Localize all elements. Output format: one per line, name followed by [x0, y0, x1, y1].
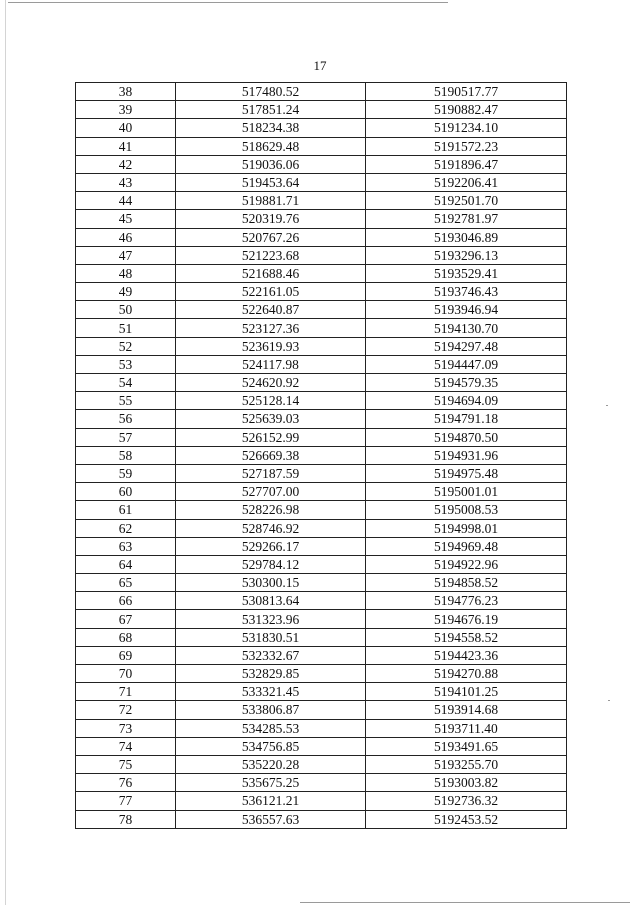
x-coordinate-cell: 535220.28	[176, 755, 366, 773]
point-number-cell: 53	[76, 355, 176, 373]
y-coordinate-cell: 5193003.82	[366, 774, 567, 792]
y-coordinate-cell: 5193914.68	[366, 701, 567, 719]
table-row	[76, 792, 567, 810]
x-coordinate-cell: 534285.53	[176, 719, 366, 737]
coordinates-table-body	[76, 83, 567, 829]
y-coordinate-cell: 5193529.41	[366, 264, 567, 282]
table-row	[76, 719, 567, 737]
x-coordinate-cell: 536121.21	[176, 792, 366, 810]
x-coordinate-cell: 519453.64	[176, 173, 366, 191]
x-coordinate-cell: 532332.67	[176, 646, 366, 664]
point-number-cell: 64	[76, 555, 176, 573]
table-row	[76, 501, 567, 519]
y-coordinate-cell: 5194579.35	[366, 374, 567, 392]
point-number-cell: 66	[76, 592, 176, 610]
point-number-cell: 61	[76, 501, 176, 519]
x-coordinate-cell: 529784.12	[176, 555, 366, 573]
table-row	[76, 574, 567, 592]
x-coordinate-cell: 522640.87	[176, 301, 366, 319]
y-coordinate-cell: 5194975.48	[366, 464, 567, 482]
table-row	[76, 155, 567, 173]
table-row	[76, 210, 567, 228]
point-number-cell: 45	[76, 210, 176, 228]
point-number-cell: 42	[76, 155, 176, 173]
x-coordinate-cell: 529266.17	[176, 537, 366, 555]
x-coordinate-cell: 528746.92	[176, 519, 366, 537]
table-row	[76, 192, 567, 210]
table-row	[76, 101, 567, 119]
table-row	[76, 810, 567, 828]
point-number-cell: 75	[76, 755, 176, 773]
y-coordinate-cell: 5193255.70	[366, 755, 567, 773]
table-row	[76, 683, 567, 701]
point-number-cell: 71	[76, 683, 176, 701]
y-coordinate-cell: 5194931.96	[366, 446, 567, 464]
x-coordinate-cell: 519036.06	[176, 155, 366, 173]
point-number-cell: 56	[76, 410, 176, 428]
y-coordinate-cell: 5192781.97	[366, 210, 567, 228]
table-row	[76, 483, 567, 501]
table-row	[76, 755, 567, 773]
point-number-cell: 73	[76, 719, 176, 737]
x-coordinate-cell: 521223.68	[176, 246, 366, 264]
y-coordinate-cell: 5190517.77	[366, 83, 567, 101]
x-coordinate-cell: 533321.45	[176, 683, 366, 701]
scan-speck	[606, 405, 608, 406]
y-coordinate-cell: 5193296.13	[366, 246, 567, 264]
scan-edge-top	[8, 2, 448, 3]
point-number-cell: 74	[76, 737, 176, 755]
x-coordinate-cell: 527707.00	[176, 483, 366, 501]
table-row	[76, 410, 567, 428]
y-coordinate-cell: 5194558.52	[366, 628, 567, 646]
point-number-cell: 49	[76, 283, 176, 301]
x-coordinate-cell: 530300.15	[176, 574, 366, 592]
x-coordinate-cell: 535675.25	[176, 774, 366, 792]
y-coordinate-cell: 5192453.52	[366, 810, 567, 828]
x-coordinate-cell: 536557.63	[176, 810, 366, 828]
point-number-cell: 59	[76, 464, 176, 482]
x-coordinate-cell: 518629.48	[176, 137, 366, 155]
y-coordinate-cell: 5194101.25	[366, 683, 567, 701]
x-coordinate-cell: 522161.05	[176, 283, 366, 301]
table-row	[76, 555, 567, 573]
table-row	[76, 283, 567, 301]
y-coordinate-cell: 5194776.23	[366, 592, 567, 610]
x-coordinate-cell: 532829.85	[176, 665, 366, 683]
x-coordinate-cell: 526669.38	[176, 446, 366, 464]
x-coordinate-cell: 520319.76	[176, 210, 366, 228]
x-coordinate-cell: 531323.96	[176, 610, 366, 628]
table-row	[76, 428, 567, 446]
table-row	[76, 319, 567, 337]
point-number-cell: 52	[76, 337, 176, 355]
point-number-cell: 55	[76, 392, 176, 410]
x-coordinate-cell: 523127.36	[176, 319, 366, 337]
y-coordinate-cell: 5194694.09	[366, 392, 567, 410]
point-number-cell: 54	[76, 374, 176, 392]
point-number-cell: 38	[76, 83, 176, 101]
y-coordinate-cell: 5193046.89	[366, 228, 567, 246]
x-coordinate-cell: 525639.03	[176, 410, 366, 428]
x-coordinate-cell: 525128.14	[176, 392, 366, 410]
table-row	[76, 246, 567, 264]
point-number-cell: 50	[76, 301, 176, 319]
point-number-cell: 63	[76, 537, 176, 555]
y-coordinate-cell: 5193491.65	[366, 737, 567, 755]
table-row	[76, 392, 567, 410]
x-coordinate-cell: 524620.92	[176, 374, 366, 392]
y-coordinate-cell: 5193711.40	[366, 719, 567, 737]
point-number-cell: 43	[76, 173, 176, 191]
x-coordinate-cell: 518234.38	[176, 119, 366, 137]
point-number-cell: 48	[76, 264, 176, 282]
table-row	[76, 137, 567, 155]
x-coordinate-cell: 520767.26	[176, 228, 366, 246]
table-row	[76, 464, 567, 482]
table-row	[76, 665, 567, 683]
y-coordinate-cell: 5192206.41	[366, 173, 567, 191]
scan-edge-left	[5, 0, 6, 905]
point-number-cell: 51	[76, 319, 176, 337]
point-number-cell: 62	[76, 519, 176, 537]
table-row	[76, 301, 567, 319]
x-coordinate-cell: 517851.24	[176, 101, 366, 119]
y-coordinate-cell: 5194998.01	[366, 519, 567, 537]
table-row	[76, 337, 567, 355]
table-row	[76, 774, 567, 792]
y-coordinate-cell: 5194676.19	[366, 610, 567, 628]
y-coordinate-cell: 5194447.09	[366, 355, 567, 373]
y-coordinate-cell: 5194870.50	[366, 428, 567, 446]
x-coordinate-cell: 521688.46	[176, 264, 366, 282]
point-number-cell: 41	[76, 137, 176, 155]
table-row	[76, 83, 567, 101]
table-row	[76, 701, 567, 719]
table-row	[76, 537, 567, 555]
point-number-cell: 78	[76, 810, 176, 828]
y-coordinate-cell: 5190882.47	[366, 101, 567, 119]
y-coordinate-cell: 5194922.96	[366, 555, 567, 573]
point-number-cell: 57	[76, 428, 176, 446]
table-row	[76, 646, 567, 664]
y-coordinate-cell: 5195001.01	[366, 483, 567, 501]
point-number-cell: 70	[76, 665, 176, 683]
x-coordinate-cell: 524117.98	[176, 355, 366, 373]
y-coordinate-cell: 5191572.23	[366, 137, 567, 155]
point-number-cell: 72	[76, 701, 176, 719]
y-coordinate-cell: 5194130.70	[366, 319, 567, 337]
point-number-cell: 39	[76, 101, 176, 119]
y-coordinate-cell: 5191896.47	[366, 155, 567, 173]
y-coordinate-cell: 5193946.94	[366, 301, 567, 319]
y-coordinate-cell: 5191234.10	[366, 119, 567, 137]
table-row	[76, 446, 567, 464]
table-row	[76, 610, 567, 628]
point-number-cell: 67	[76, 610, 176, 628]
y-coordinate-cell: 5194791.18	[366, 410, 567, 428]
y-coordinate-cell: 5194969.48	[366, 537, 567, 555]
point-number-cell: 46	[76, 228, 176, 246]
x-coordinate-cell: 528226.98	[176, 501, 366, 519]
y-coordinate-cell: 5194858.52	[366, 574, 567, 592]
y-coordinate-cell: 5194270.88	[366, 665, 567, 683]
table-row	[76, 592, 567, 610]
point-number-cell: 40	[76, 119, 176, 137]
page-number: 17	[313, 58, 327, 73]
y-coordinate-cell: 5194423.36	[366, 646, 567, 664]
table-row	[76, 264, 567, 282]
point-number-cell: 60	[76, 483, 176, 501]
table-row	[76, 374, 567, 392]
point-number-cell: 65	[76, 574, 176, 592]
x-coordinate-cell: 517480.52	[176, 83, 366, 101]
table-row	[76, 519, 567, 537]
point-number-cell: 77	[76, 792, 176, 810]
scan-speck	[608, 700, 610, 701]
scan-edge-bottom	[300, 902, 630, 903]
table-row	[76, 173, 567, 191]
point-number-cell: 58	[76, 446, 176, 464]
point-number-cell: 47	[76, 246, 176, 264]
x-coordinate-cell: 526152.99	[176, 428, 366, 446]
table-row	[76, 355, 567, 373]
x-coordinate-cell: 523619.93	[176, 337, 366, 355]
x-coordinate-cell: 530813.64	[176, 592, 366, 610]
y-coordinate-cell: 5192736.32	[366, 792, 567, 810]
y-coordinate-cell: 5193746.43	[366, 283, 567, 301]
table-row	[76, 628, 567, 646]
x-coordinate-cell: 531830.51	[176, 628, 366, 646]
point-number-cell: 69	[76, 646, 176, 664]
x-coordinate-cell: 527187.59	[176, 464, 366, 482]
point-number-cell: 76	[76, 774, 176, 792]
coordinates-table	[75, 82, 567, 829]
table-row	[76, 228, 567, 246]
y-coordinate-cell: 5192501.70	[366, 192, 567, 210]
table-row	[76, 737, 567, 755]
x-coordinate-cell: 533806.87	[176, 701, 366, 719]
x-coordinate-cell: 534756.85	[176, 737, 366, 755]
y-coordinate-cell: 5195008.53	[366, 501, 567, 519]
point-number-cell: 68	[76, 628, 176, 646]
point-number-cell: 44	[76, 192, 176, 210]
table-row	[76, 119, 567, 137]
x-coordinate-cell: 519881.71	[176, 192, 366, 210]
y-coordinate-cell: 5194297.48	[366, 337, 567, 355]
